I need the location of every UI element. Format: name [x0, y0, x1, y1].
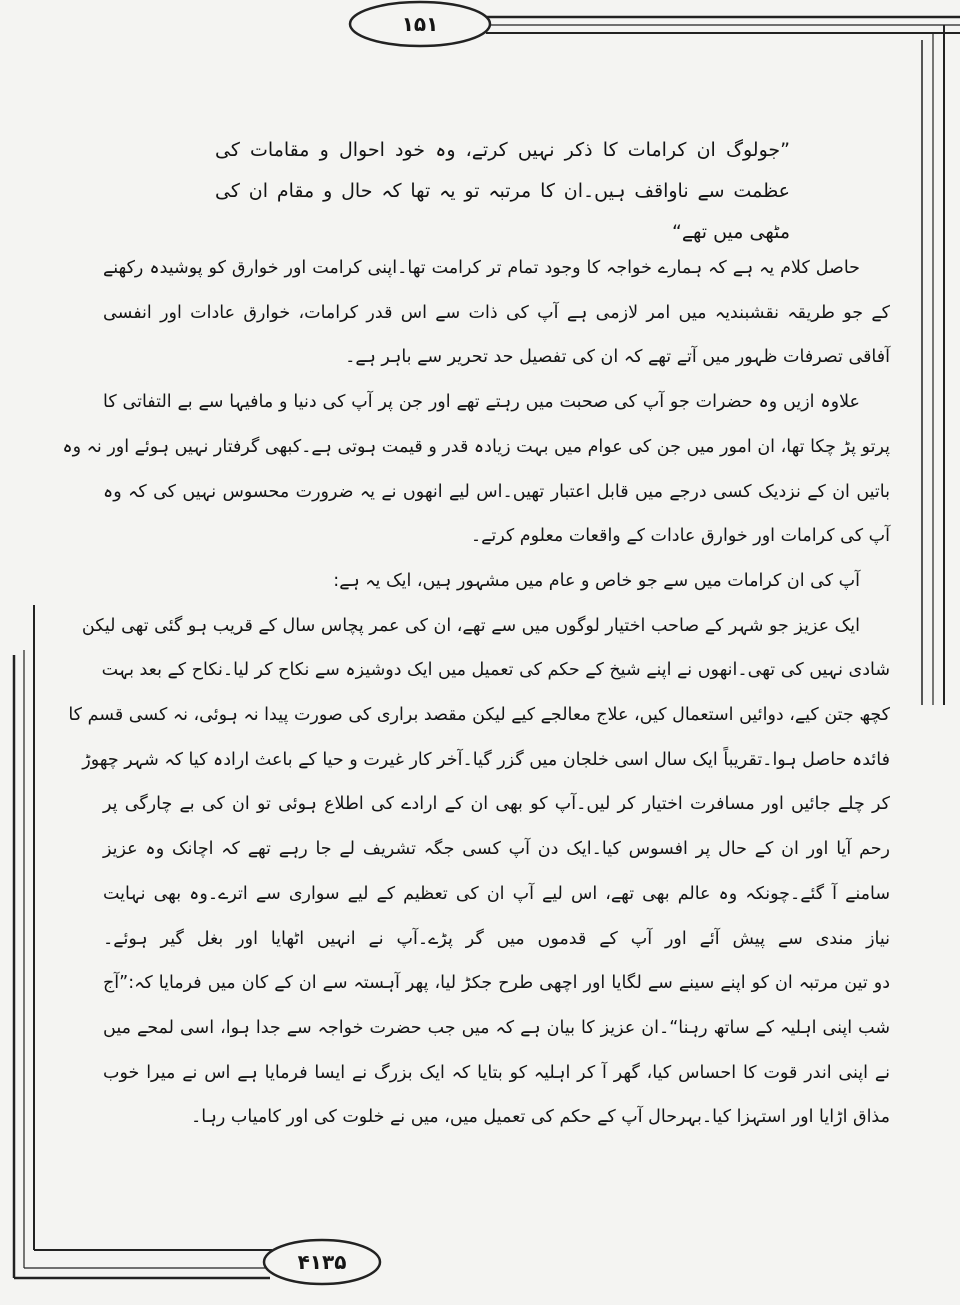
- body-line: حاصل کلام یہ ہے کہ ہمارے خواجہ کا وجود تمام تر کرامت تھا۔اپنی کرامت اور خوارق کو پوشیدہ رکھنے: [103, 258, 860, 278]
- body-line: نے اپنی اندر قوت کا احساس کیا، گھر آ کر اہلیہ کو بتایا کہ ایک بزرگ نے ایسا فرمایا ہے اس نے میرا خوب: [103, 1062, 890, 1083]
- body-line: سامنے آ گئے۔چونکہ وہ عالم بھی تھے، اس لیے آپ ان کی تعظیم کے لیے سواری سے اترے۔وہ بھی نہایت: [103, 883, 890, 904]
- body-line: فائدہ حاصل ہوا۔تقریباً ایک سال اسی خلجان میں گزر گیا۔آخر کار غیرت و حیا کے باعث ارادہ کیا کہ شہر چھوڑ: [82, 749, 890, 770]
- body-text: [62, 246, 890, 1140]
- body-line: آپ کی ان کرامات میں سے جو خاص و عام میں مشہور ہیں، ایک یہ ہے:: [333, 570, 860, 591]
- body-line: کے جو طریقہ نقشبندیہ میں امر لازمی ہے آپ کی ذات سے اس قدر کرامات، خوارق عادات اور انفسی: [103, 302, 890, 323]
- body-line: ایک عزیز جو شہر کے صاحب اختیار لوگوں میں سے تھے، ان کی عمر پچاس سال کے قریب ہو گئی تھی لیکن: [81, 615, 860, 636]
- top-page-number: ۱۵۱: [401, 12, 439, 36]
- body-line: رحم آیا اور ان کے حال پر افسوس کیا۔ایک دن آپ کسی جگہ تشریف لے جا رہے تھے کہ اچانک وہ عزیز: [103, 839, 890, 860]
- body-line: آفاقی تصرفات ظہور میں آتے تھے کہ ان کی تفصیل حد تحریر سے باہر ہے۔: [345, 347, 890, 368]
- body-line: پرتو پڑ چکا تھا، ان امور میں جن کی عوام میں بہت زیادہ قدر و قیمت ہوتی ہے۔کبھی گرفتار نہیں ہوئے اور نہ وہ: [62, 436, 890, 457]
- quote-line: مٹھی میں تھے“: [672, 221, 790, 243]
- quotation-block: [215, 130, 790, 253]
- body-line: باتیں ان کے نزدیک کسی درجے میں قابل اعتبار تھیں۔اس لیے انھوں نے یہ ضرورت محسوس نہیں کی کہ وہ: [103, 481, 890, 502]
- body-line: علاوہ ازیں وہ حضرات جو آپ کی صحبت میں رہتے تھے اور جن پر آپ کی دنیا و مافیہا سے بے التفاتی کا: [103, 392, 860, 413]
- body-line: شادی نہیں کی تھی۔انھوں نے اپنے شیخ کے حکم کی تعمیل میں ایک دوشیزہ سے نکاح کر لیا۔نکاح کے بعد بہت: [101, 660, 890, 681]
- bottom-page-number: ۴۱۳۵: [297, 1250, 347, 1274]
- quote-line: ”جولوگ ان کرامات کا ذکر نہیں کرتے، وہ خود احوال و مقامات کی: [215, 139, 790, 161]
- body-line: مذاق اڑایا اور استہزا کیا۔بہرحال آپ کے حکم کی تعمیل میں، میں نے خلوت کی اور کامیاب رہا۔: [190, 1107, 890, 1128]
- quote-line: عظمت سے ناواقف ہیں۔ان کا مرتبہ تو یہ تھا کہ حال و مقام ان کی: [215, 180, 790, 202]
- body-line: شب اپنی اہلیہ کے ساتھ رہنا“۔ان عزیز کا بیان ہے کہ میں جب حضرت خواجہ سے جدا ہوا، اسی لمحے میں: [103, 1017, 890, 1038]
- body-line: کر چلے جائیں اور مسافرت اختیار کر لیں۔آپ کو بھی ان کے ارادے کی اطلاع ہوئی تو ان کی بے چارگی پر: [103, 794, 890, 815]
- body-line: نیاز مندی سے پیش آئے اور آپ کے قدموں میں گر پڑے۔آپ نے انہیں اٹھایا اور بغل گیر ہوئے۔: [103, 928, 890, 949]
- body-line: دو تین مرتبہ ان کو اپنے سینے سے لگایا اور اچھی طرح جکڑ لیا، پھر آہستہ سے ان کے کان میں فرمایا کہ:”آج: [103, 973, 890, 994]
- body-line: کچھ جتن کیے، دوائیں استعمال کیں، علاج معالجے کیے لیکن مقصد براری کی صورت پیدا نہ ہوئی، نہ کسی قسم کا: [68, 705, 890, 726]
- body-line: آپ کی کرامات اور خوارق عادات کے واقعات معلوم کرتے۔: [470, 526, 890, 547]
